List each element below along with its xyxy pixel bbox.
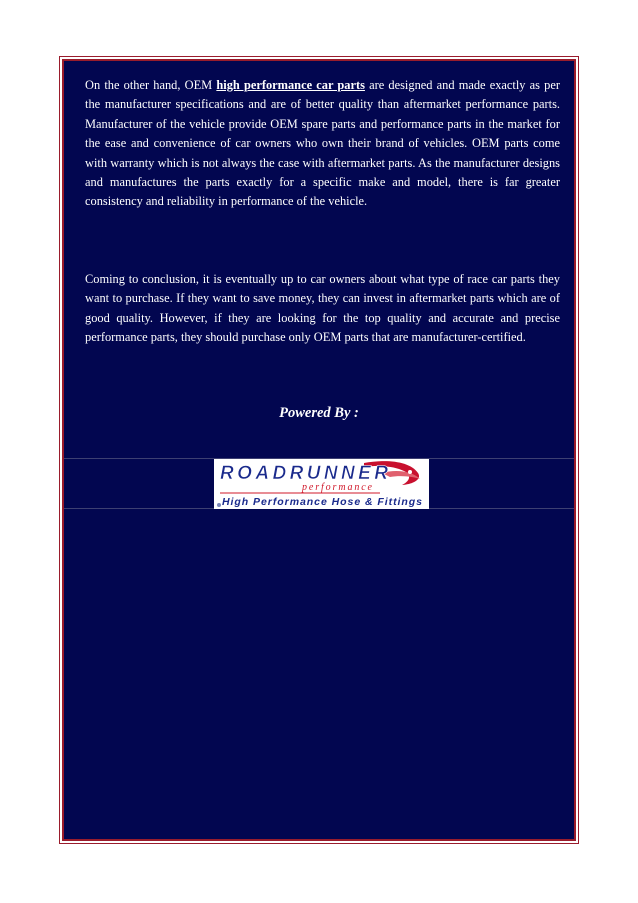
roadrunner-logo[interactable] xyxy=(214,459,429,509)
roadrunner-bird-icon xyxy=(364,461,420,485)
roadrunner-logo-graphic xyxy=(214,459,429,509)
page-frame xyxy=(59,56,579,844)
paragraph1-text-start: On the other hand, OEM xyxy=(85,78,217,92)
paragraph-oem-parts xyxy=(85,76,560,212)
logo-tagline-text: High Performance Hose & Fittings xyxy=(222,496,422,508)
high-performance-car-parts-link[interactable]: high performance car parts xyxy=(216,78,365,92)
logo-sub-text: performance xyxy=(302,482,372,493)
logo-brand-text: ROADRUNNER xyxy=(220,463,388,484)
logo-registered-mark xyxy=(217,503,221,507)
page-content xyxy=(62,59,576,841)
paragraph-conclusion: Coming to conclusion, it is eventually up to car owners about what type of race car parts they want to purchase. If they want to save money, they can invest in aftermarket parts which are of good quality. However, if they are looking for the top quality and accurate and precise performance parts, they should purchase only OEM parts that are manufacturer-certified. xyxy=(85,272,560,345)
paragraph1-text-end: are designed and made exactly as per the manufacturer specifications and are of better quality than aftermarket performance parts. Manufacturer of the vehicle provide OEM spare parts and performance parts in the market for the ease and convenience of car owners who own their brand of vehicles. OEM parts come with warranty which is not always the case with aftermarket parts. As the manufacturer designs and manufactures the parts exactly for a specific make and model, there is far greater consistency and reliability in performance of the vehicle. xyxy=(85,78,560,209)
powered-by-heading: Powered By : xyxy=(279,405,359,421)
